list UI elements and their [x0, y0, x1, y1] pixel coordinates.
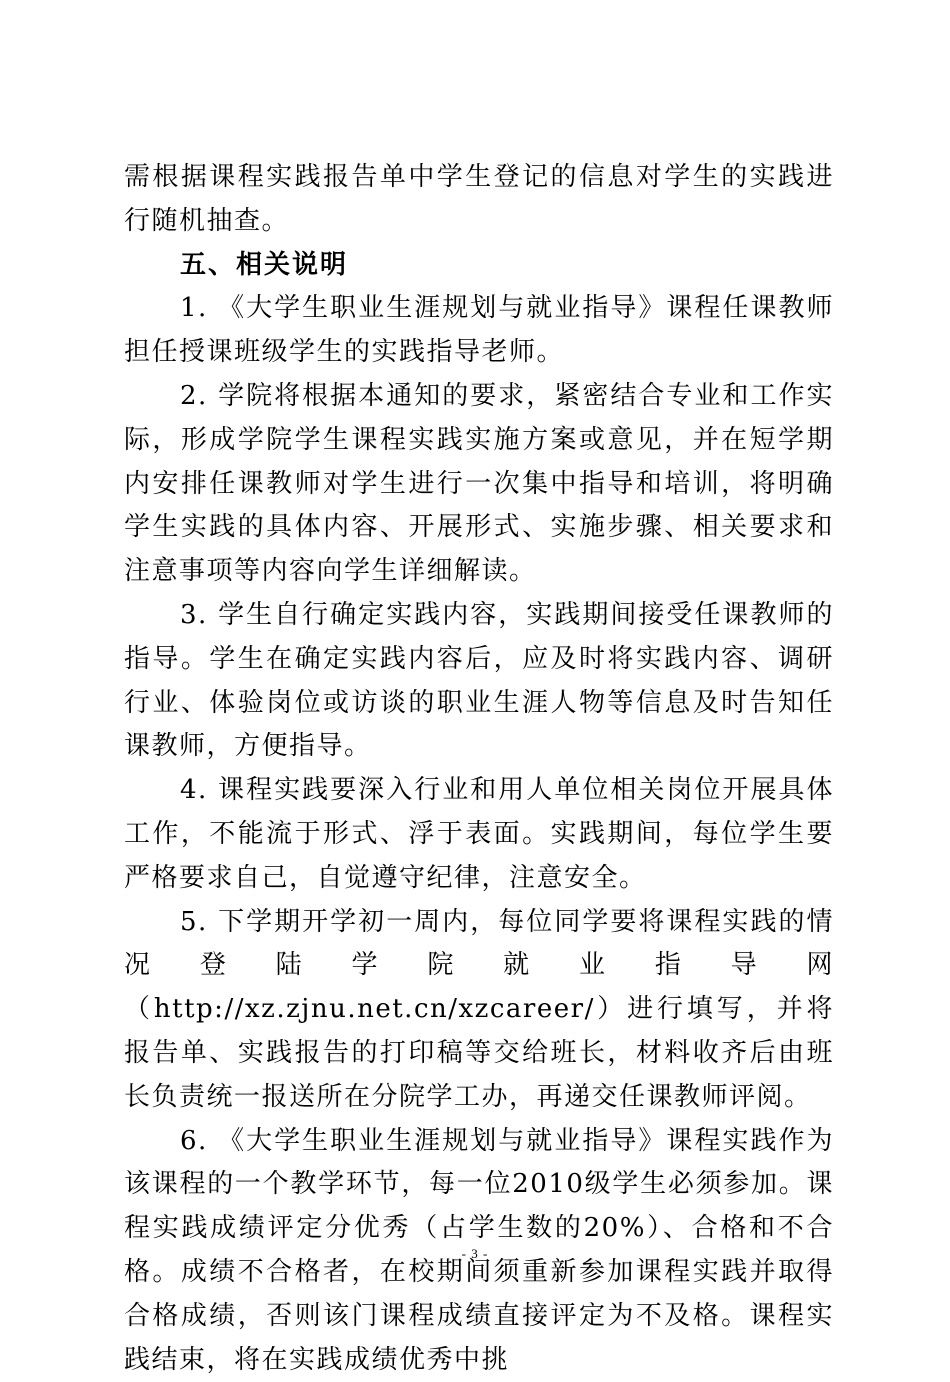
page-number: - 3 - — [461, 1246, 489, 1261]
paragraph-item-3: 3. 学生自行确定实践内容，实践期间接受任课教师的指导。学生在确定实践内容后，应及时将实践内容、调研行业、体验岗位或访谈的职业生涯人物等信息及时告知任课教师，方便指导。 — [124, 599, 834, 762]
paragraph-item-4: 4. 课程实践要深入行业和用人单位相关岗位开展具体工作，不能流于形式、浮于表面。实践期间，每位学生要严格要求自己，自觉遵守纪律，注意安全。 — [124, 775, 834, 893]
document-body — [124, 156, 834, 1382]
paragraph-continuation: 需根据课程实践报告单中学生登记的信息对学生的实践进行随机抽查。 — [124, 162, 834, 236]
section-heading: 五、相关说明 — [180, 249, 349, 280]
paragraph-item-2: 2. 学院将根据本通知的要求，紧密结合专业和工作实际，形成学院学生课程实践实施方案或意见，并在短学期内安排任课教师对学生进行一次集中指导和培训，将明确学生实践的具体内容、开展形式、实施步骤、相关要求和注意事项等内容向学生详细解读。 — [124, 380, 834, 587]
paragraph-item-5: 5. 下学期开学初一周内，每位同学要将课程实践的情况登陆学院就业指导网（http://xz.zjnu.net.cn/xzcareer/）进行填写，并将报告单、实践报告的打印稿等交给班长，材料收齐后由班长负责统一报送所在分院学工办，再递交任课教师评阅。 — [124, 906, 834, 1112]
paragraph-item-6: 6. 《大学生职业生涯规划与就业指导》课程实践作为该课程的一个教学环节，每一位2010级学生必须参加。课程实践成绩评定分优秀（占学生数的20%）、合格和不合格。成绩不合格者，在校期间须重新参加课程实践并取得合格成绩，否则该门课程成绩直接评定为不及格。课程实践结束，将在实践成绩优秀中挑 — [124, 1125, 834, 1375]
paragraph-item-1: 1. 《大学生职业生涯规划与就业指导》课程任课教师担任授课班级学生的实践指导老师。 — [124, 293, 834, 368]
